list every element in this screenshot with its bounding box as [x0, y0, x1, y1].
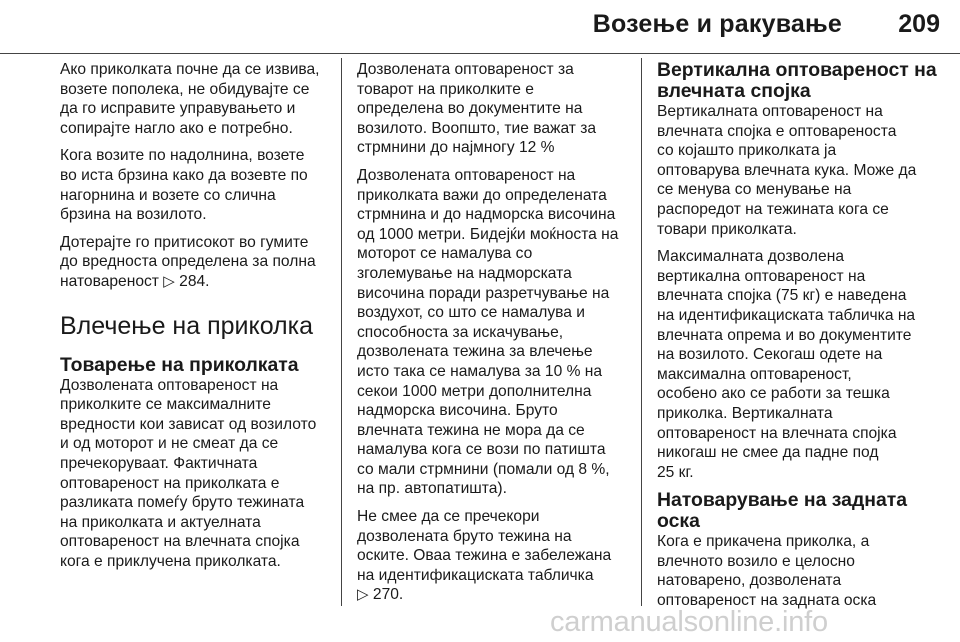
- page-reference-270[interactable]: 270.: [372, 586, 404, 604]
- subheading-trailer-loading: Товарење на приколката: [60, 353, 299, 376]
- paragraph-trailer-load: Дозволената оптовареност на приколките се максималните вредности кои зависат од возилото и од моторот и не смеат да се пречекоруваат. Фактичната оптовареност на приколката е разликата помеѓу бруто тежината на приколката и актуелната оптовареност на влечната спојка кога е приклучена приколката.: [60, 376, 317, 570]
- page-reference-284[interactable]: 284.: [179, 272, 210, 290]
- column-left: [60, 60, 326, 579]
- paragraph-rear-axle: Кога е прикачена приколка, а влечното возило е целосно натоварено, дозволената оптовареност на задната оска: [657, 533, 877, 610]
- page-title: Возење и ракување: [592, 10, 842, 38]
- subheading-rear-axle: Натоварување на задната оска: [657, 489, 908, 533]
- triangle-right-icon: ▷: [357, 586, 369, 604]
- paragraph-downhill: Кога возите по надолнина, возете во иста брзина како да возевте по нагорнина и возете со слична брзина на возилото.: [60, 147, 308, 224]
- column-middle: [357, 60, 629, 613]
- column-divider-1: [341, 58, 342, 606]
- page-header: [0, 0, 960, 52]
- paragraph-vertical-load: Вертикалната оптовареност на влечната спојка е оптовареноста со којашто приколката ја оптоварува влечната кука. Може да се менува со менување на распоредот на тежината кога се товари приколката.: [657, 103, 917, 238]
- paragraph-max-vertical-load: Максималната дозволена вертикална оптовареност на влечната спојка (75 кг) е наведена на идентификациската табличка на влечната опрема и во документите на возилото. Секогаш одете на максимална оптовареност, особено ако се работи за тешка приколка. Вертикалната оптовареност на влечната спојка никогаш не смее да падне под 25 кг.: [657, 248, 916, 481]
- header-divider: [0, 53, 960, 54]
- paragraph-permitted-load: Дозволената оптовареност за товарот на приколките е определена во документите на возилото. Воопшто, тие важат за стрмнини до најмногу 12 %: [357, 61, 597, 157]
- page-number: 209: [898, 10, 940, 38]
- paragraph-tyre-pressure: [60, 233, 326, 292]
- triangle-right-icon: ▷: [163, 272, 175, 290]
- watermark: carmanualsonline.info: [550, 606, 828, 638]
- column-divider-2: [641, 58, 642, 606]
- tyre-pressure-text: Дотерајте го притисокот во гумите до вредноста определена за полна натовареност: [60, 233, 316, 290]
- paragraph-swaying: Ако приколката почне да се извива, возете пополека, не обидувајте се да го исправите управувањето и сопирајте нагло ако е потребно.: [60, 61, 320, 137]
- subheading-vertical-load: Вертикална оптовареност на влечната спојка: [657, 59, 937, 102]
- paragraph-altitude: Дозволената оптовареност на приколката важи до определената стрмнина и до надморска височина од 1000 метри. Бидејќи моќноста на моторот се намалува со зголемување на надморската височина поради разретчување на воздухот, со што се намалува и способноста за искачување, дозволената тежина за влечење исто така се намалува за 10 % на секои 1000 метри дополнителна надморска височина. Бруто влечната тежина не мора да се намалува кога се вози по патишта со мали стрмнини (помали од 8 %, на пр. автопатишта).: [357, 166, 619, 498]
- axle-weight-text: Не смее да се пречекори дозволената бруто тежина на оските. Оваа тежина е забележана на идентификациската табличка: [357, 508, 612, 584]
- paragraph-axle-weight: [357, 507, 629, 605]
- section-heading-towing: Влечење на приколка: [60, 311, 314, 340]
- column-right: [657, 60, 953, 619]
